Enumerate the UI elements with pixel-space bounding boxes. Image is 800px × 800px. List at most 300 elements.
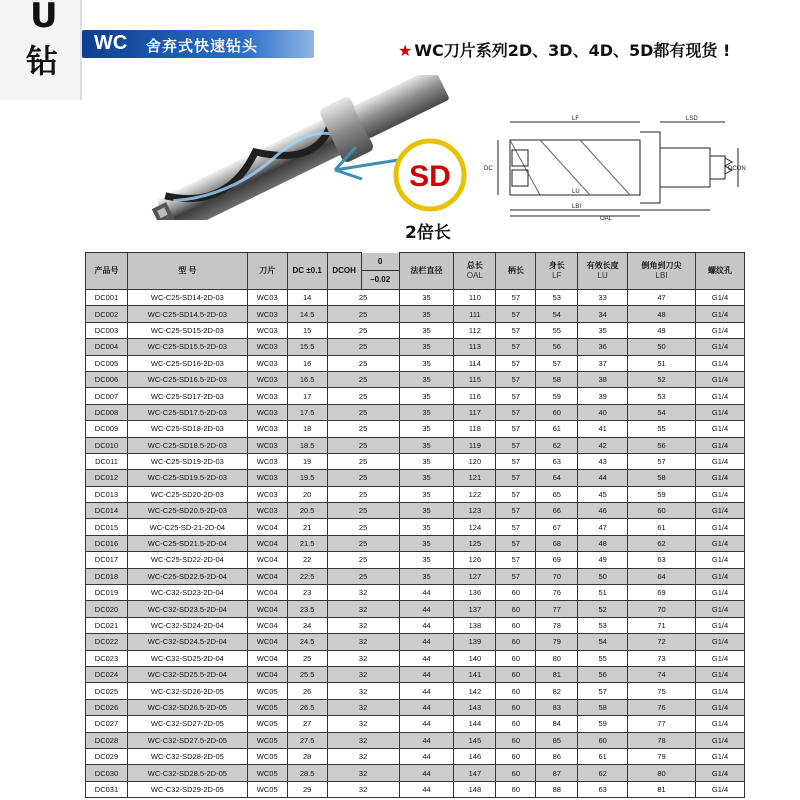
table-cell: WC03 bbox=[247, 290, 287, 306]
table-cell: G1/4 bbox=[695, 290, 744, 306]
table-cell: 26.5 bbox=[287, 699, 327, 715]
table-cell: WC05 bbox=[247, 781, 287, 797]
table-cell: 59 bbox=[536, 388, 578, 404]
table-cell: 73 bbox=[628, 650, 696, 666]
table-cell: 23 bbox=[287, 585, 327, 601]
table-cell: 25 bbox=[327, 404, 399, 420]
table-cell: 32 bbox=[327, 781, 399, 797]
table-cell: 80 bbox=[536, 650, 578, 666]
table-cell: 57 bbox=[496, 290, 536, 306]
table-cell: DC011 bbox=[86, 453, 128, 469]
table-cell: 140 bbox=[454, 650, 496, 666]
table-cell: 29 bbox=[287, 781, 327, 797]
tolerance-lower: −0.02 bbox=[369, 275, 391, 284]
spec-table bbox=[85, 252, 745, 798]
table-cell: WC03 bbox=[247, 453, 287, 469]
star-icon: ★ bbox=[398, 41, 413, 60]
table-cell: 25 bbox=[327, 371, 399, 387]
table-cell: DC012 bbox=[86, 470, 128, 486]
col-flange: 法栏直径 bbox=[399, 253, 454, 290]
table-cell: 60 bbox=[496, 765, 536, 781]
table-cell: G1/4 bbox=[695, 552, 744, 568]
table-cell: DC031 bbox=[86, 781, 128, 797]
table-cell: 14 bbox=[287, 290, 327, 306]
table-cell: WC-C32-SD24.5-2D-04 bbox=[127, 634, 247, 650]
table-cell: 71 bbox=[628, 617, 696, 633]
table-cell: 76 bbox=[536, 585, 578, 601]
drill-illustration bbox=[130, 75, 470, 220]
table-cell: 22.5 bbox=[287, 568, 327, 584]
col-model: 型 号 bbox=[127, 253, 247, 290]
table-cell: 60 bbox=[496, 748, 536, 764]
table-cell: 86 bbox=[536, 748, 578, 764]
table-cell: WC-C25-SD18-2D-03 bbox=[127, 421, 247, 437]
table-cell: 25 bbox=[327, 470, 399, 486]
table-cell: 25.5 bbox=[287, 666, 327, 682]
table-cell: 63 bbox=[536, 453, 578, 469]
table-cell: 35 bbox=[399, 552, 454, 568]
table-cell: 53 bbox=[578, 617, 628, 633]
table-cell: WC03 bbox=[247, 339, 287, 355]
table-cell: 57 bbox=[496, 388, 536, 404]
table-cell: 27 bbox=[287, 716, 327, 732]
table-cell: WC03 bbox=[247, 503, 287, 519]
table-row bbox=[86, 552, 745, 568]
table-cell: DC010 bbox=[86, 437, 128, 453]
table-cell: 78 bbox=[536, 617, 578, 633]
table-cell: 57 bbox=[496, 453, 536, 469]
table-cell: 35 bbox=[399, 322, 454, 338]
table-cell: WC05 bbox=[247, 748, 287, 764]
table-cell: 14.5 bbox=[287, 306, 327, 322]
table-cell: 81 bbox=[536, 666, 578, 682]
table-cell: 34 bbox=[578, 306, 628, 322]
table-cell: 49 bbox=[578, 552, 628, 568]
table-cell: 58 bbox=[536, 371, 578, 387]
col-dc: DC ±0.1 bbox=[287, 253, 327, 290]
table-cell: WC-C32-SD28-2D-05 bbox=[127, 748, 247, 764]
table-row bbox=[86, 503, 745, 519]
table-cell: DC027 bbox=[86, 716, 128, 732]
table-cell: 47 bbox=[578, 519, 628, 535]
table-cell: 25 bbox=[327, 339, 399, 355]
table-cell: 21.5 bbox=[287, 535, 327, 551]
table-cell: 118 bbox=[454, 421, 496, 437]
table-row bbox=[86, 617, 745, 633]
table-cell: 32 bbox=[327, 666, 399, 682]
table-cell: 57 bbox=[496, 519, 536, 535]
table-cell: 62 bbox=[628, 535, 696, 551]
table-row bbox=[86, 650, 745, 666]
table-cell: DC018 bbox=[86, 568, 128, 584]
table-cell: 18 bbox=[287, 421, 327, 437]
table-cell: 35 bbox=[399, 486, 454, 502]
table-cell: 32 bbox=[327, 683, 399, 699]
table-cell: DC003 bbox=[86, 322, 128, 338]
table-cell: G1/4 bbox=[695, 716, 744, 732]
table-cell: DC029 bbox=[86, 748, 128, 764]
col-lu bbox=[578, 253, 628, 290]
table-row bbox=[86, 535, 745, 551]
length-label: 2倍长 bbox=[405, 223, 451, 243]
table-cell: 50 bbox=[578, 568, 628, 584]
table-cell: 44 bbox=[399, 716, 454, 732]
table-cell: WC04 bbox=[247, 666, 287, 682]
table-cell: 68 bbox=[536, 535, 578, 551]
table-cell: 57 bbox=[496, 535, 536, 551]
table-cell: 53 bbox=[536, 290, 578, 306]
table-cell: 25 bbox=[327, 568, 399, 584]
table-cell: 18.5 bbox=[287, 437, 327, 453]
table-cell: 66 bbox=[536, 503, 578, 519]
table-row bbox=[86, 437, 745, 453]
table-cell: WC03 bbox=[247, 437, 287, 453]
table-row bbox=[86, 355, 745, 371]
table-cell: 145 bbox=[454, 732, 496, 748]
table-cell: 48 bbox=[628, 306, 696, 322]
table-cell: 35 bbox=[399, 371, 454, 387]
table-cell: 60 bbox=[496, 732, 536, 748]
table-cell: 32 bbox=[327, 617, 399, 633]
table-cell: 136 bbox=[454, 585, 496, 601]
table-cell: 57 bbox=[496, 552, 536, 568]
table-cell: 127 bbox=[454, 568, 496, 584]
table-cell: G1/4 bbox=[695, 306, 744, 322]
table-cell: 56 bbox=[578, 666, 628, 682]
table-cell: WC03 bbox=[247, 486, 287, 502]
table-cell: G1/4 bbox=[695, 585, 744, 601]
table-cell: 57 bbox=[496, 503, 536, 519]
table-cell: 35 bbox=[399, 568, 454, 584]
table-row bbox=[86, 470, 745, 486]
col-shank: 柄长 bbox=[496, 253, 536, 290]
table-cell: G1/4 bbox=[695, 339, 744, 355]
table-cell: 25 bbox=[287, 650, 327, 666]
stock-note bbox=[398, 38, 730, 61]
series-code: WC bbox=[94, 32, 128, 54]
table-cell: 77 bbox=[628, 716, 696, 732]
col-lbi-en: LBI bbox=[655, 271, 668, 280]
table-cell: DC013 bbox=[86, 486, 128, 502]
table-cell: 60 bbox=[628, 503, 696, 519]
table-cell: 44 bbox=[399, 732, 454, 748]
col-no: 产品号 bbox=[86, 253, 128, 290]
table-cell: G1/4 bbox=[695, 486, 744, 502]
table-cell: 146 bbox=[454, 748, 496, 764]
table-cell: WC-C25-SD18.5-2D-03 bbox=[127, 437, 247, 453]
table-cell: 49 bbox=[628, 322, 696, 338]
table-cell: 32 bbox=[327, 585, 399, 601]
table-cell: WC-C25-SD16-2D-03 bbox=[127, 355, 247, 371]
table-cell: 32 bbox=[327, 732, 399, 748]
table-cell: 22 bbox=[287, 552, 327, 568]
table-cell: 20 bbox=[287, 486, 327, 502]
table-cell: 44 bbox=[578, 470, 628, 486]
table-cell: G1/4 bbox=[695, 355, 744, 371]
table-cell: 65 bbox=[536, 486, 578, 502]
col-insert: 刀片 bbox=[247, 253, 287, 290]
table-cell: 141 bbox=[454, 666, 496, 682]
table-row bbox=[86, 666, 745, 682]
table-cell: 64 bbox=[536, 470, 578, 486]
table-row bbox=[86, 585, 745, 601]
table-cell: 39 bbox=[578, 388, 628, 404]
table-cell: 60 bbox=[496, 650, 536, 666]
table-cell: 119 bbox=[454, 437, 496, 453]
table-cell: WC-C32-SD23-2D-04 bbox=[127, 585, 247, 601]
table-cell: WC04 bbox=[247, 519, 287, 535]
table-cell: 137 bbox=[454, 601, 496, 617]
col-lu-en: LU bbox=[597, 271, 608, 280]
table-cell: 57 bbox=[496, 470, 536, 486]
table-cell: WC-C25-SD20-2D-03 bbox=[127, 486, 247, 502]
table-cell: 123 bbox=[454, 503, 496, 519]
table-cell: WC-C32-SD24-2D-04 bbox=[127, 617, 247, 633]
table-cell: 36 bbox=[578, 339, 628, 355]
table-cell: 54 bbox=[578, 634, 628, 650]
col-tolerance bbox=[361, 253, 399, 290]
table-cell: 33 bbox=[578, 290, 628, 306]
table-cell: 25 bbox=[327, 552, 399, 568]
table-cell: 88 bbox=[536, 781, 578, 797]
table-cell: 138 bbox=[454, 617, 496, 633]
table-cell: 144 bbox=[454, 716, 496, 732]
table-cell: G1/4 bbox=[695, 535, 744, 551]
table-cell: WC-C25-SD19.5-2D-03 bbox=[127, 470, 247, 486]
table-cell: 60 bbox=[496, 699, 536, 715]
table-row bbox=[86, 404, 745, 420]
table-cell: 57 bbox=[578, 683, 628, 699]
table-cell: WC-C25-SD17.5-2D-03 bbox=[127, 404, 247, 420]
col-oal-cn: 总长 bbox=[466, 261, 483, 270]
table-cell: 25 bbox=[327, 486, 399, 502]
table-cell: 35 bbox=[399, 535, 454, 551]
table-cell: G1/4 bbox=[695, 748, 744, 764]
table-cell: DC020 bbox=[86, 601, 128, 617]
table-cell: 55 bbox=[628, 421, 696, 437]
table-cell: DC015 bbox=[86, 519, 128, 535]
table-cell: 44 bbox=[399, 748, 454, 764]
table-cell: 143 bbox=[454, 699, 496, 715]
table-cell: 56 bbox=[628, 437, 696, 453]
table-cell: 44 bbox=[399, 765, 454, 781]
category-letter: U bbox=[30, 0, 58, 36]
table-cell: 59 bbox=[628, 486, 696, 502]
table-cell: G1/4 bbox=[695, 437, 744, 453]
table-cell: WC-C25-SD17-2D-03 bbox=[127, 388, 247, 404]
table-cell: WC03 bbox=[247, 371, 287, 387]
table-cell: 57 bbox=[496, 486, 536, 502]
table-cell: WC04 bbox=[247, 585, 287, 601]
table-cell: 47 bbox=[628, 290, 696, 306]
col-lf-cn: 身长 bbox=[548, 261, 565, 270]
table-cell: G1/4 bbox=[695, 568, 744, 584]
table-cell: 67 bbox=[536, 519, 578, 535]
table-cell: DC001 bbox=[86, 290, 128, 306]
table-cell: 77 bbox=[536, 601, 578, 617]
table-cell: 35 bbox=[399, 306, 454, 322]
table-cell: 56 bbox=[536, 339, 578, 355]
label-lsd: LSD bbox=[686, 116, 698, 122]
table-cell: G1/4 bbox=[695, 322, 744, 338]
table-cell: 44 bbox=[399, 634, 454, 650]
table-cell: 28.5 bbox=[287, 765, 327, 781]
table-cell: WC03 bbox=[247, 388, 287, 404]
table-cell: 57 bbox=[496, 355, 536, 371]
table-cell: 78 bbox=[628, 732, 696, 748]
table-cell: 55 bbox=[536, 322, 578, 338]
table-cell: 44 bbox=[399, 683, 454, 699]
table-cell: G1/4 bbox=[695, 388, 744, 404]
table-row bbox=[86, 453, 745, 469]
label-dc: DC bbox=[484, 166, 493, 172]
table-row bbox=[86, 765, 745, 781]
table-cell: DC006 bbox=[86, 371, 128, 387]
table-cell: DC023 bbox=[86, 650, 128, 666]
table-cell: 45 bbox=[578, 486, 628, 502]
table-cell: 44 bbox=[399, 781, 454, 797]
table-cell: 115 bbox=[454, 371, 496, 387]
table-row bbox=[86, 634, 745, 650]
table-cell: 32 bbox=[327, 748, 399, 764]
col-oal bbox=[454, 253, 496, 290]
table-cell: 35 bbox=[399, 503, 454, 519]
table-row bbox=[86, 683, 745, 699]
table-cell: 24 bbox=[287, 617, 327, 633]
table-cell: WC03 bbox=[247, 404, 287, 420]
table-cell: WC-C25-SD14.5-2D-03 bbox=[127, 306, 247, 322]
table-row bbox=[86, 568, 745, 584]
table-cell: 74 bbox=[628, 666, 696, 682]
table-cell: 124 bbox=[454, 519, 496, 535]
table-cell: 87 bbox=[536, 765, 578, 781]
category-char: 钻 bbox=[26, 42, 59, 80]
table-cell: 54 bbox=[536, 306, 578, 322]
table-cell: 120 bbox=[454, 453, 496, 469]
table-cell: WC-C32-SD25-2D-04 bbox=[127, 650, 247, 666]
col-lbi-cn: 倒角到刀尖 bbox=[641, 261, 682, 270]
col-thread: 螺纹孔 bbox=[695, 253, 744, 290]
table-cell: 58 bbox=[628, 470, 696, 486]
table-cell: 44 bbox=[399, 585, 454, 601]
table-cell: 60 bbox=[496, 617, 536, 633]
table-cell: WC-C32-SD26-2D-05 bbox=[127, 683, 247, 699]
table-cell: DC028 bbox=[86, 732, 128, 748]
table-cell: 116 bbox=[454, 388, 496, 404]
table-cell: 15.5 bbox=[287, 339, 327, 355]
table-cell: 57 bbox=[628, 453, 696, 469]
table-cell: G1/4 bbox=[695, 765, 744, 781]
table-cell: 55 bbox=[578, 650, 628, 666]
table-cell: WC03 bbox=[247, 322, 287, 338]
col-dcoh: DCOH bbox=[327, 253, 361, 290]
table-cell: 44 bbox=[399, 699, 454, 715]
table-cell: 57 bbox=[496, 339, 536, 355]
table-cell: WC-C32-SD25.5-2D-04 bbox=[127, 666, 247, 682]
table-cell: WC04 bbox=[247, 617, 287, 633]
table-cell: 35 bbox=[578, 322, 628, 338]
table-cell: 35 bbox=[399, 339, 454, 355]
table-cell: DC008 bbox=[86, 404, 128, 420]
table-cell: 40 bbox=[578, 404, 628, 420]
sd-badge-text: SD bbox=[409, 160, 451, 193]
label-dcon: DCON bbox=[728, 166, 746, 172]
technical-drawing bbox=[480, 110, 750, 220]
table-cell: G1/4 bbox=[695, 601, 744, 617]
table-cell: WC-C25-SD15.5-2D-03 bbox=[127, 339, 247, 355]
table-row bbox=[86, 716, 745, 732]
table-cell: WC05 bbox=[247, 683, 287, 699]
table-cell: WC03 bbox=[247, 470, 287, 486]
table-cell: 61 bbox=[578, 748, 628, 764]
table-cell: 43 bbox=[578, 453, 628, 469]
table-cell: WC-C25-SD14-2D-03 bbox=[127, 290, 247, 306]
table-cell: G1/4 bbox=[695, 634, 744, 650]
table-cell: 51 bbox=[578, 585, 628, 601]
table-cell: 81 bbox=[628, 781, 696, 797]
table-cell: WC-C25-SD-21-2D-04 bbox=[127, 519, 247, 535]
table-cell: G1/4 bbox=[695, 404, 744, 420]
table-row bbox=[86, 339, 745, 355]
table-cell: WC04 bbox=[247, 634, 287, 650]
table-cell: 60 bbox=[578, 732, 628, 748]
table-cell: 26 bbox=[287, 683, 327, 699]
table-cell: DC014 bbox=[86, 503, 128, 519]
table-cell: 35 bbox=[399, 453, 454, 469]
table-cell: 17 bbox=[287, 388, 327, 404]
table-cell: WC-C32-SD27.5-2D-05 bbox=[127, 732, 247, 748]
table-cell: 25 bbox=[327, 437, 399, 453]
table-cell: 60 bbox=[536, 404, 578, 420]
label-lf: LF bbox=[572, 116, 580, 122]
table-cell: G1/4 bbox=[695, 650, 744, 666]
table-cell: 60 bbox=[496, 781, 536, 797]
table-cell: G1/4 bbox=[695, 519, 744, 535]
table-cell: 25 bbox=[327, 306, 399, 322]
table-row bbox=[86, 601, 745, 617]
table-cell: 57 bbox=[496, 322, 536, 338]
table-cell: 62 bbox=[578, 765, 628, 781]
table-cell: 46 bbox=[578, 503, 628, 519]
table-cell: 126 bbox=[454, 552, 496, 568]
table-cell: 25 bbox=[327, 355, 399, 371]
table-row bbox=[86, 290, 745, 306]
table-cell: 69 bbox=[628, 585, 696, 601]
table-cell: 32 bbox=[327, 716, 399, 732]
table-cell: 27.5 bbox=[287, 732, 327, 748]
table-cell: 147 bbox=[454, 765, 496, 781]
table-cell: 139 bbox=[454, 634, 496, 650]
table-cell: DC021 bbox=[86, 617, 128, 633]
table-cell: 59 bbox=[578, 716, 628, 732]
table-cell: 122 bbox=[454, 486, 496, 502]
table-cell: 80 bbox=[628, 765, 696, 781]
table-cell: WC-C32-SD26.5-2D-05 bbox=[127, 699, 247, 715]
table-cell: 19 bbox=[287, 453, 327, 469]
table-cell: 63 bbox=[578, 781, 628, 797]
table-cell: 41 bbox=[578, 421, 628, 437]
table-cell: WC-C25-SD21.5-2D-04 bbox=[127, 535, 247, 551]
table-cell: 32 bbox=[327, 699, 399, 715]
series-name: 舍弃式快速钻头 bbox=[146, 37, 259, 55]
table-row bbox=[86, 486, 745, 502]
table-cell: 83 bbox=[536, 699, 578, 715]
table-cell: 60 bbox=[496, 716, 536, 732]
table-cell: G1/4 bbox=[695, 781, 744, 797]
table-cell: 85 bbox=[536, 732, 578, 748]
table-cell: 25 bbox=[327, 388, 399, 404]
table-cell: 110 bbox=[454, 290, 496, 306]
